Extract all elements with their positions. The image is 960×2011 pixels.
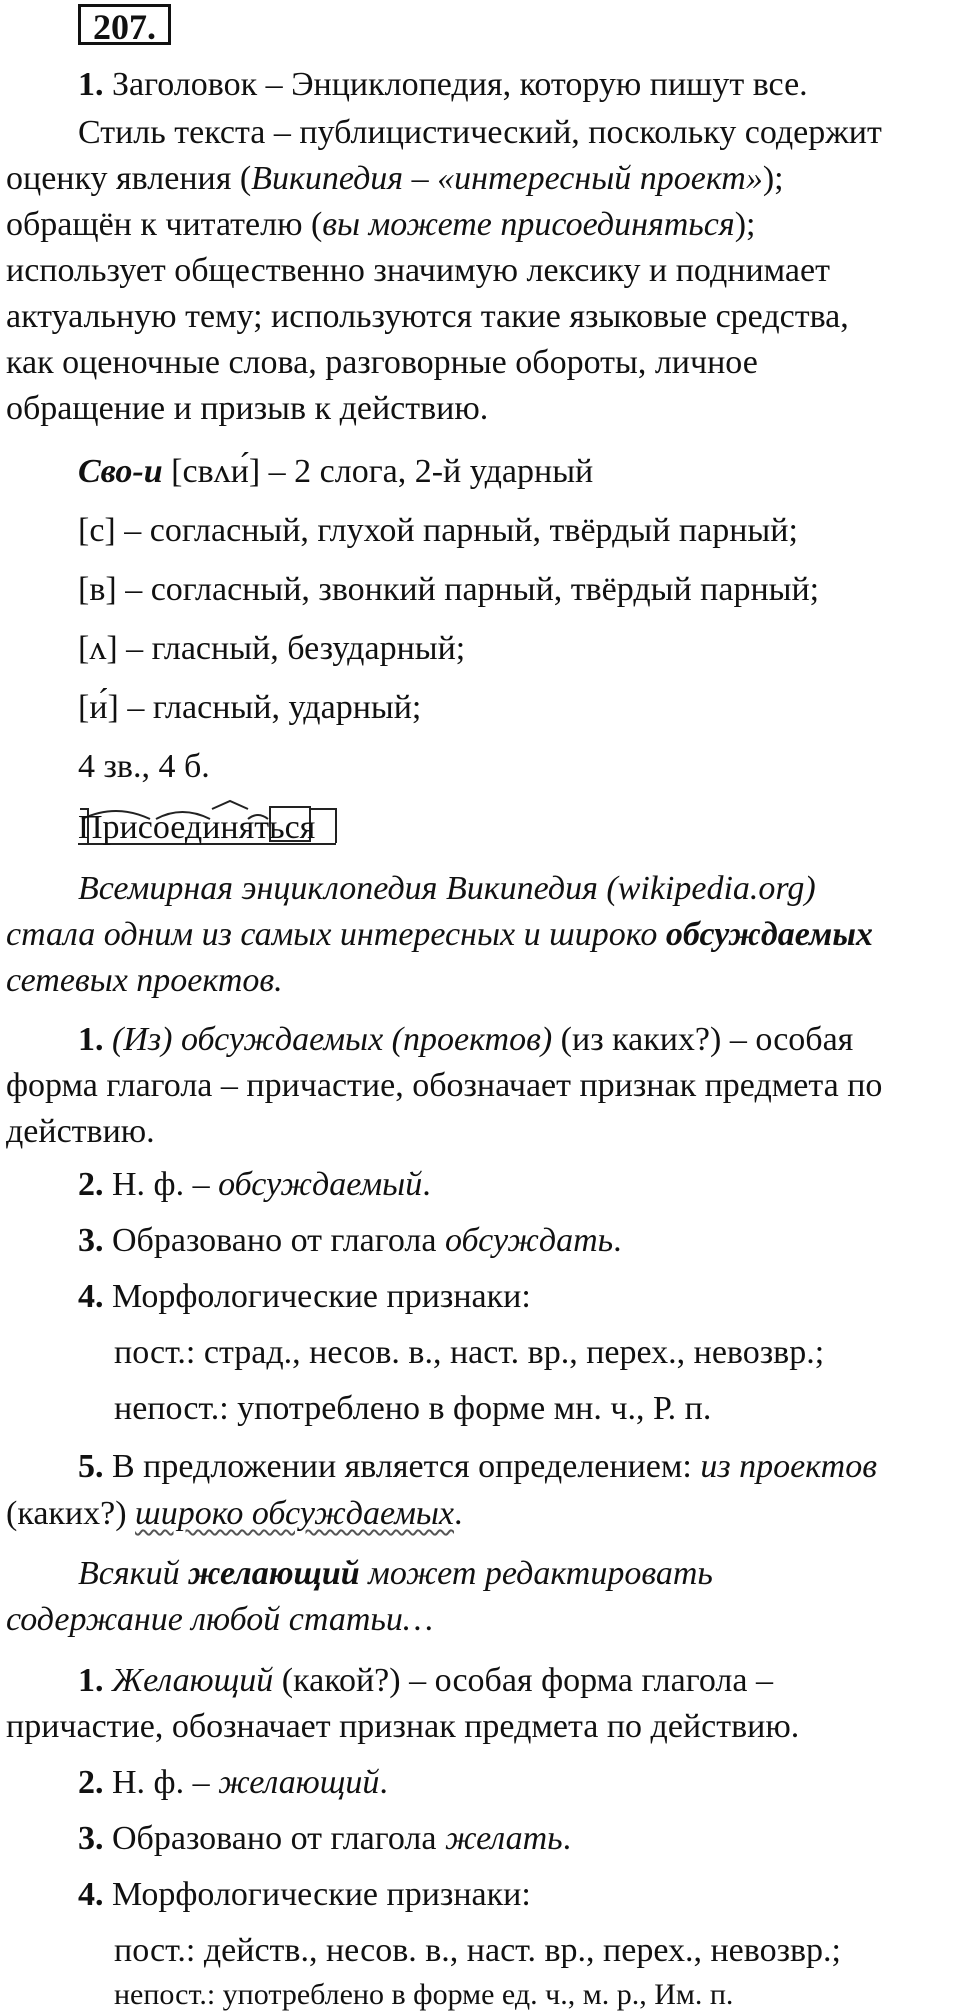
text-run: 4.: [78, 1278, 104, 1315]
text-run: .: [454, 1495, 463, 1532]
text-run: содержание любой статьи…: [6, 1601, 434, 1638]
phonetic-line: [78, 573, 819, 607]
text-run: .: [422, 1166, 431, 1203]
text-run: как оценочные слова, разговорные обороты, личное: [6, 344, 758, 381]
text-line: [114, 1980, 733, 2010]
phonetic-line: [78, 632, 465, 666]
text-line: [78, 1168, 431, 1202]
text-run: );: [762, 160, 784, 197]
text-run: 3.: [78, 1222, 104, 1259]
text-run: 1.: [78, 1662, 104, 1699]
text-line: [6, 208, 755, 242]
text-run: непост.: употреблено в форме ед. ч., м. р., Им. п.: [114, 1978, 734, 2011]
phonetic-line: [78, 750, 210, 784]
text-run: желающий: [218, 1764, 380, 1801]
text-run: Морфологические признаки:: [103, 1876, 531, 1913]
text-line: [6, 1115, 155, 1149]
text-run: использует общественно значимую лексику и поднимает: [6, 252, 830, 289]
text-run: 1.: [78, 66, 104, 103]
text-run: (каких?): [6, 1495, 136, 1532]
text-run: 4 зв., 4 б.: [78, 748, 210, 785]
text-line: [78, 116, 882, 150]
text-run: Образовано от глагола: [103, 1820, 445, 1857]
text-run: причастие, обозначает признак предмета по действию.: [6, 1708, 800, 1745]
text-run: 2.: [78, 1166, 104, 1203]
text-line: [6, 162, 784, 196]
text-run: [с] – согласный, глухой парный, твёрдый парный;: [78, 512, 798, 549]
text-line: [114, 1392, 711, 1426]
text-line: [78, 1557, 713, 1591]
text-line: [6, 254, 830, 288]
text-run: 3.: [78, 1820, 104, 1857]
text-run: В предложении является определением:: [103, 1448, 701, 1485]
text-run: Н. ф. –: [103, 1166, 219, 1203]
text-run: обсуждаемый: [218, 1166, 423, 1203]
text-run: действию.: [6, 1113, 155, 1150]
text-run: .: [613, 1222, 622, 1259]
text-run: 4.: [78, 1876, 104, 1913]
text-run: (Из) обсуждаемых (проектов): [112, 1021, 553, 1058]
text-run: широко обсуждаемых: [135, 1495, 455, 1532]
text-run: [и́] – гласный, ударный;: [78, 689, 422, 726]
text-run: Морфологические признаки:: [103, 1278, 531, 1315]
text-run: обсуждать: [444, 1222, 614, 1259]
text-run: Википедия – «интересный проект»: [251, 160, 763, 197]
text-run: обращён к читателю (: [6, 206, 323, 243]
exercise-number: 207.: [78, 4, 171, 45]
text-run: пост.: действ., несов. в., наст. вр., перех., невозвр.;: [114, 1932, 841, 1969]
text-run: форма глагола – причастие, обозначает признак предмета по: [6, 1067, 883, 1104]
text-line: [6, 1497, 463, 1531]
text-run: пост.: страд., несов. в., наст. вр., перех., невозвр.;: [114, 1334, 825, 1371]
text-line: [114, 1336, 824, 1370]
text-run: );: [734, 206, 756, 243]
morpheme-word: Присоединяться: [78, 809, 316, 846]
text-line: [114, 1934, 841, 1968]
phonetic-line: [78, 691, 421, 725]
text-run: желать: [444, 1820, 563, 1857]
text-run: (из каких?) – особая: [552, 1021, 854, 1058]
text-line: [6, 964, 283, 998]
text-run: стала одним из самых интересных и широко: [6, 916, 666, 953]
text-run: [ʌ] – гласный, безударный;: [78, 630, 466, 667]
text-run: желающий: [188, 1555, 360, 1592]
text-run: непост.: употреблено в форме мн. ч., Р. п.: [114, 1390, 712, 1427]
text-run: (какой?) – особая форма глагола –: [273, 1662, 773, 1699]
text-run: [в] – согласный, звонкий парный, твёрдый парный;: [78, 571, 820, 608]
text-run: Н. ф. –: [103, 1764, 219, 1801]
text-run: 2.: [78, 1764, 104, 1801]
text-line: [6, 300, 849, 334]
text-run: [свʌи́] – 2 слога, 2-й ударный: [162, 453, 594, 490]
text-run: [104, 1021, 113, 1058]
text-line: [6, 918, 873, 952]
text-run: Всякий: [78, 1555, 189, 1592]
text-run: .: [562, 1820, 572, 1857]
text-run: Сво-и: [78, 453, 163, 490]
text-line: [78, 1023, 853, 1057]
text-run: сетевых проектов.: [6, 962, 283, 999]
text-line: [78, 1224, 622, 1258]
text-run: актуальную тему; используются такие языковые средства,: [6, 298, 849, 335]
text-run: Желающий: [112, 1662, 274, 1699]
text-line: [78, 1450, 877, 1484]
text-run: Всемирная энциклопедия Википедия (wikipedia.org): [78, 870, 816, 907]
text-run: оценку явления (: [6, 160, 252, 197]
text-run: из проектов: [700, 1448, 877, 1485]
text-line: [78, 1878, 531, 1912]
text-line: [78, 1766, 388, 1800]
text-run: [104, 1662, 113, 1699]
text-run: .: [379, 1764, 388, 1801]
text-run: Заголовок – Энциклопедия, которую пишут все.: [103, 66, 808, 103]
text-run: 5.: [78, 1448, 104, 1485]
text-line: [6, 1710, 799, 1744]
morpheme-analysis: [78, 807, 338, 847]
text-line: [6, 392, 488, 426]
text-line: [78, 872, 816, 906]
text-line: [78, 1280, 531, 1314]
text-line: [6, 1603, 433, 1637]
phonetic-line: [78, 514, 798, 548]
text-run: может редактировать: [359, 1555, 713, 1592]
phonetic-line: [78, 455, 593, 489]
text-line: [6, 346, 758, 380]
text-run: Образовано от глагола: [103, 1222, 445, 1259]
text-run: Стиль текста – публицистический, поскольку содержит: [78, 114, 882, 151]
text-line: [78, 1664, 773, 1698]
text-run: 1.: [78, 1021, 104, 1058]
text-run: вы можете присоединяться: [322, 206, 735, 243]
text-run: обращение и призыв к действию.: [6, 390, 489, 427]
text-line: [78, 1822, 571, 1856]
text-line: [78, 68, 808, 102]
text-run: обсуждаемых: [665, 916, 873, 953]
text-line: [6, 1069, 882, 1103]
